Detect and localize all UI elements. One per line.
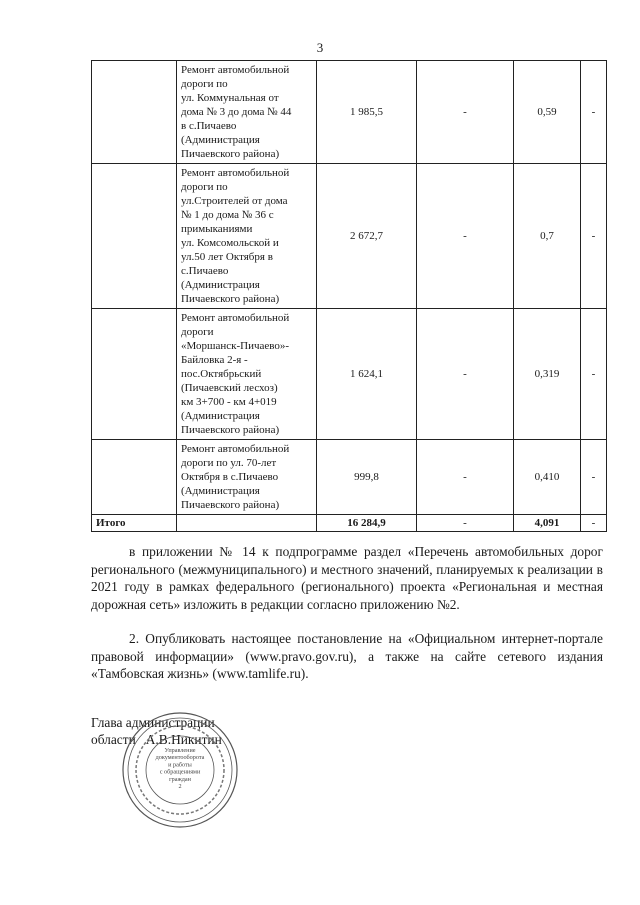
description-line: (Администрация xyxy=(181,134,260,146)
table-cell-dash: - xyxy=(417,440,514,515)
table-row xyxy=(92,61,607,164)
table-row xyxy=(92,164,607,309)
table-cell-length: 0,410 xyxy=(514,440,581,515)
table-cell-dash-last: - xyxy=(581,309,607,440)
signer-name: А.В.Никитин xyxy=(145,732,222,747)
description-line: (Администрация xyxy=(181,485,260,497)
table-cell-number xyxy=(92,440,177,515)
description-line: дороги по xyxy=(181,181,228,193)
description-line: № 1 до дома № 36 с xyxy=(181,209,274,221)
table-cell-length: 0,7 xyxy=(514,164,581,309)
description-line: Ремонт автомобильной xyxy=(181,312,290,324)
paragraph-publish: 2. Опубликовать настоящее постановление на «Официальном интернет-портале правовой информации» (www.pravo.gov.ru), а также на сайте сетевого издания «Тамбовская жизнь» (www.tamlife.ru). xyxy=(91,631,603,682)
table-cell-amount: 1 985,5 xyxy=(317,61,417,164)
table-cell-dash: - xyxy=(417,164,514,309)
page-number: 3 xyxy=(316,40,324,55)
table-cell-description xyxy=(177,440,317,515)
table-cell-amount: 2 672,7 xyxy=(317,164,417,309)
paragraph-appendix-14: в приложении № 14 к подпрограмме раздел «Перечень автомобильных дорог регионального (межмуниципального) и местного значений, планируемых к реализации в 2021 году в рамках федерального (регионального) проекта «Региональная и местная дорожная сеть» изложить в редакции согласно приложению №2. xyxy=(91,544,603,612)
total-label: Итого xyxy=(92,515,177,532)
description-line: (Пичаевский лесхоз) xyxy=(181,382,278,394)
description-line: Пичаевского района) xyxy=(181,148,280,160)
table-cell-description xyxy=(177,164,317,309)
description-line: Ремонт автомобильной xyxy=(181,443,290,455)
description-line: Пичаевского района) xyxy=(181,424,280,436)
description-line: дороги по xyxy=(181,78,228,90)
table-cell-number xyxy=(92,309,177,440)
table-cell-amount: 1 624,1 xyxy=(317,309,417,440)
table-cell-dash-last: - xyxy=(581,440,607,515)
table-cell-description xyxy=(177,309,317,440)
stamp-text-line: с обращениями xyxy=(159,768,201,776)
description-line: пос.Октябрьский xyxy=(181,368,262,380)
total-amount: 16 284,9 xyxy=(317,515,417,532)
description-line: (Администрация xyxy=(181,410,260,422)
stamp-text-line: 2 xyxy=(178,783,182,790)
stamp-text-line: граждан xyxy=(169,775,191,783)
table-cell-dash-last: - xyxy=(581,61,607,164)
table-cell-dash: - xyxy=(417,309,514,440)
table-cell-amount: 999,8 xyxy=(317,440,417,515)
total-length: 4,091 xyxy=(514,515,581,532)
description-line: с.Пичаево xyxy=(181,265,229,277)
stamp-text-line: Управление xyxy=(164,747,196,754)
description-line: Октября в с.Пичаево xyxy=(181,471,279,483)
table-cell-number xyxy=(92,61,177,164)
table-cell-dash-last: - xyxy=(581,164,607,309)
stamp-text-line: и работы xyxy=(168,761,192,769)
stamp-text-line: документооборота xyxy=(155,754,205,762)
description-line: Пичаевского района) xyxy=(181,499,280,511)
description-line: ул.Строителей от дома xyxy=(181,195,288,207)
total-dash-last: - xyxy=(581,515,607,532)
total-dash: - xyxy=(417,515,514,532)
signer-region: области xyxy=(91,732,136,747)
description-line: Пичаевского района) xyxy=(181,293,280,305)
road-repair-table xyxy=(91,60,607,532)
description-line: дороги по ул. 70-лет xyxy=(181,457,277,469)
table-row xyxy=(92,440,607,515)
table-cell-dash: - xyxy=(417,61,514,164)
table-cell-length: 0,59 xyxy=(514,61,581,164)
description-line: дома № 3 до дома № 44 xyxy=(181,106,292,118)
description-line: Ремонт автомобильной xyxy=(181,167,290,179)
description-line: «Моршанск-Пичаево»- xyxy=(181,340,290,352)
description-line: дороги xyxy=(181,326,214,338)
total-description xyxy=(177,515,317,532)
table-cell-length: 0,319 xyxy=(514,309,581,440)
description-line: ул. Комсомольской и xyxy=(181,237,279,249)
description-line: примыканиями xyxy=(181,223,253,235)
table-cell-number xyxy=(92,164,177,309)
description-line: Байловка 2-я - xyxy=(181,354,248,366)
description-line: (Администрация xyxy=(181,279,260,291)
table-total-row xyxy=(92,515,607,532)
description-line: в с.Пичаево xyxy=(181,120,237,132)
description-line: ул. Коммунальная от xyxy=(181,92,279,104)
description-line: ул.50 лет Октября в xyxy=(181,251,273,263)
table-row xyxy=(92,309,607,440)
description-line: Ремонт автомобильной xyxy=(181,64,290,76)
signer-position: Глава администрации xyxy=(91,715,215,730)
table-cell-description xyxy=(177,61,317,164)
official-stamp-icon xyxy=(120,710,240,830)
description-line: км 3+700 - км 4+019 xyxy=(181,396,277,408)
